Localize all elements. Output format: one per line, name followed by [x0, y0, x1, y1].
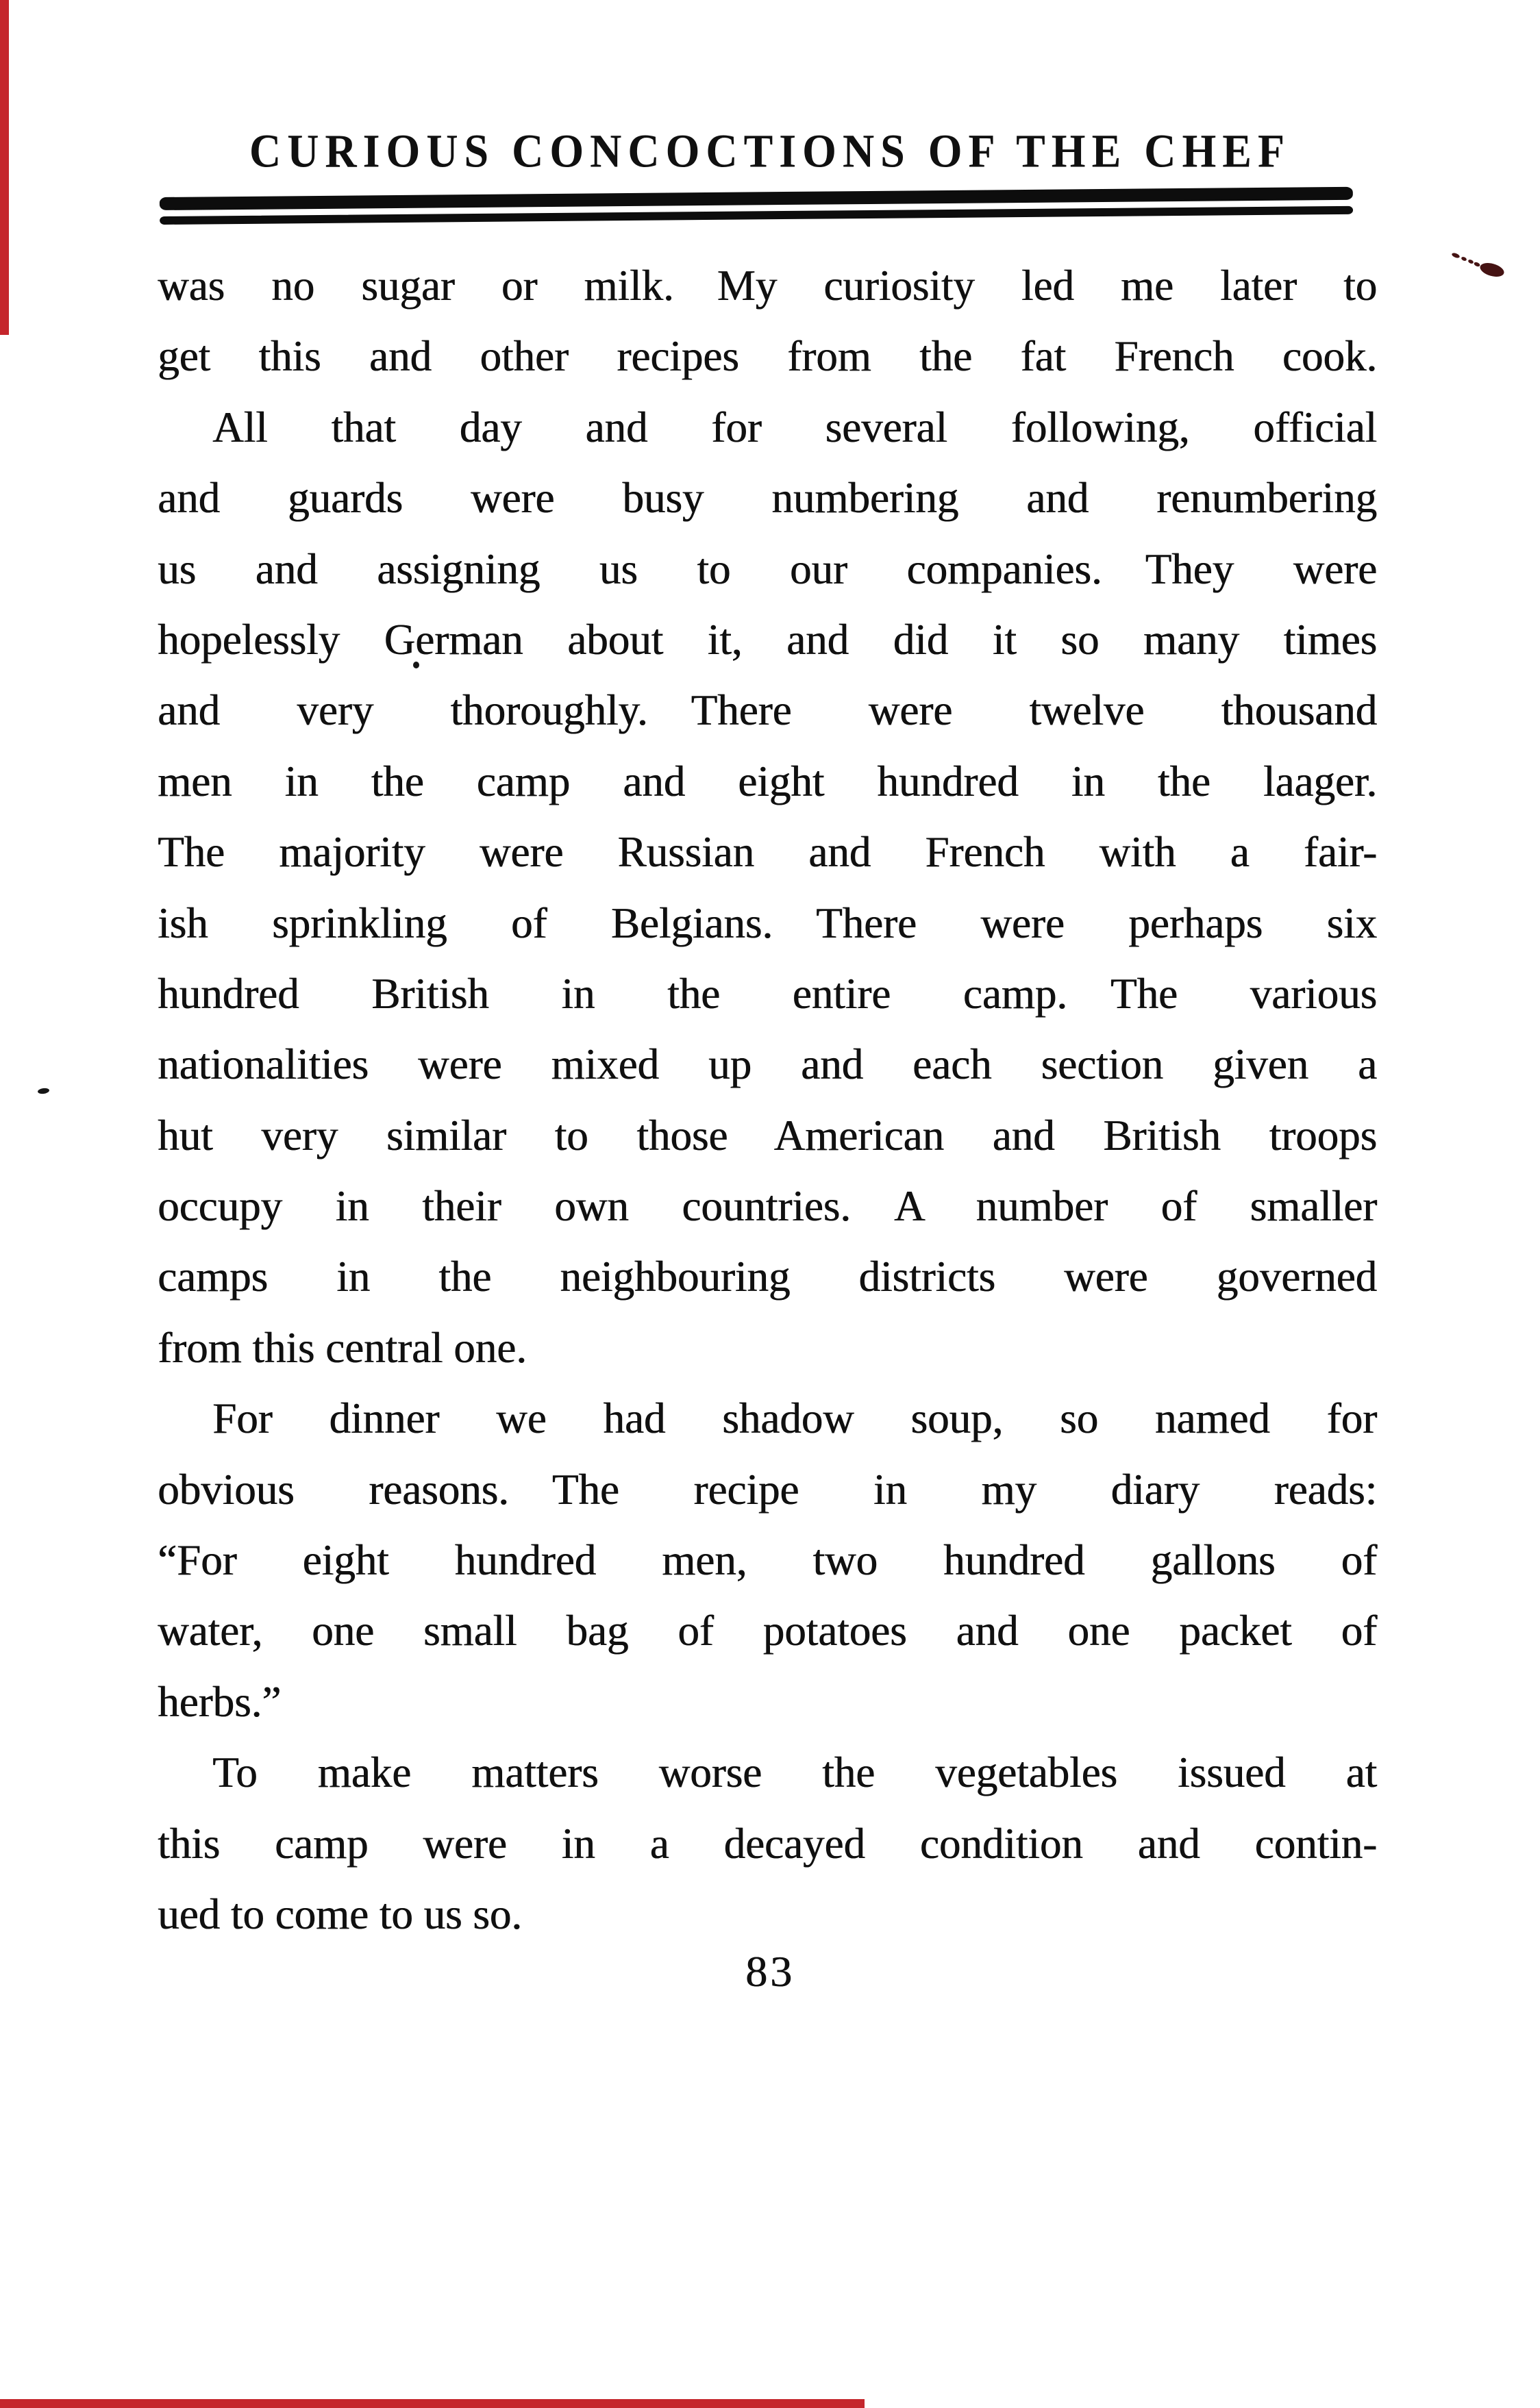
- text-line: hopelessly German about it, and did it so many times: [158, 615, 1377, 664]
- text-line: To make matters worse the vegetables issued at: [212, 1748, 1377, 1797]
- rule-thick: [160, 187, 1353, 210]
- text-line: us and assigning us to our companies. They were: [158, 544, 1377, 593]
- running-header: CURIOUS CONCOCTIONS OF THE CHEF: [249, 125, 1291, 177]
- text-line: hut very similar to those American and British troops: [158, 1111, 1377, 1159]
- text-line: nationalities were mixed up and each section given a: [158, 1040, 1377, 1089]
- text-line: and guards were busy numbering and renumbering: [158, 474, 1377, 523]
- text-line: occupy in their own countries. A number of smaller: [158, 1182, 1377, 1231]
- pen-mark-icon: [1451, 251, 1508, 279]
- text-line: was no sugar or milk. My curiosity led me later to: [158, 262, 1377, 310]
- text-line: “For eight hundred men, two hundred gallons of: [158, 1536, 1377, 1585]
- text-line: get this and other recipes from the fat French cook.: [158, 332, 1377, 381]
- text-line: from this central one.: [158, 1323, 527, 1372]
- text-line: hundred British in the entire camp. The various: [158, 969, 1377, 1018]
- text-line: men in the camp and eight hundred in the laager.: [158, 757, 1377, 805]
- text-line: ish sprinkling of Belgians. There were perhaps six: [158, 899, 1377, 947]
- header-double-rule: [160, 187, 1353, 225]
- ink-speck: [38, 1088, 50, 1094]
- text-line: this camp were in a decayed condition and contin-: [158, 1819, 1377, 1868]
- text-line: All that day and for several following, official: [212, 403, 1377, 451]
- text-line: The majority were Russian and French with a fair-: [158, 828, 1377, 877]
- page-number: 83: [745, 1947, 795, 1996]
- text-line: obvious reasons. The recipe in my diary reads:: [158, 1465, 1377, 1514]
- text-line: and very thoroughly. There were twelve thousand: [158, 686, 1377, 735]
- text-line: herbs.”: [158, 1677, 282, 1726]
- text-line: camps in the neighbouring districts were governed: [158, 1253, 1377, 1301]
- red-page-edge-bottom: [0, 2399, 865, 2408]
- text-line: water, one small bag of potatoes and one packet of: [158, 1607, 1377, 1655]
- body-text: [158, 251, 1377, 1950]
- text-line: ued to come to us so.: [158, 1890, 522, 1938]
- rule-thin: [160, 206, 1353, 225]
- text-line: For dinner we had shadow soup, so named for: [212, 1394, 1377, 1443]
